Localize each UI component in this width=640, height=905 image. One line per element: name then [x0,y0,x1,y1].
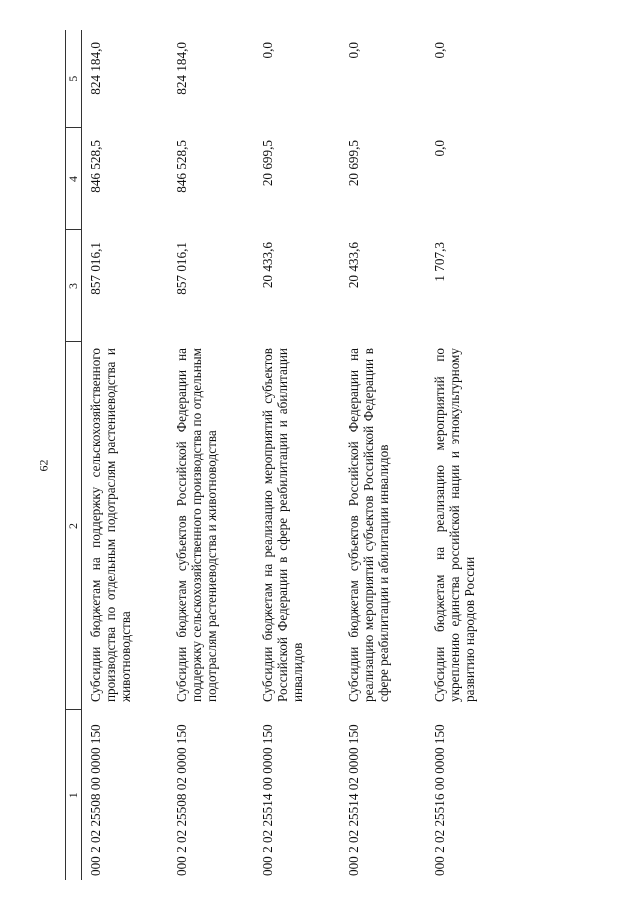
value-col-3: 857 016,1 [174,242,189,295]
value-col-4: 0,0 [432,140,447,157]
table-row [426,30,512,880]
budget-code: 000 2 02 25508 00 0000 150 [88,724,103,876]
row-description: Субсидии бюджетам на реализацию мероприятий по укреплению единства российской нации и этнокультурному развитию народов России [432,348,477,702]
value-col-5: 0,0 [432,42,447,59]
row-description: Субсидии бюджетам субъектов Российской Федерации на поддержку сельскохозяйственного производства по отдельным подотраслям растениеводства и животноводства [174,348,219,702]
column-header: 3 [66,230,82,342]
value-col-4: 20 699,5 [346,140,361,187]
table-row [168,30,254,880]
value-col-3: 20 433,6 [260,242,275,289]
page-number: 62 [36,459,51,472]
row-description: Субсидии бюджетам на реализацию мероприятий субъектов Российской Федерации в сфере реабилитации и абилитации инвалидов [260,348,305,702]
budget-code: 000 2 02 25514 00 0000 150 [260,724,275,876]
table-row [340,30,426,880]
budget-code: 000 2 02 25514 02 0000 150 [346,724,361,876]
row-description: Субсидии бюджетам на поддержку сельскохозяйственного производства по отдельным подотраслям растениеводства и животноводства [88,348,133,702]
value-col-5: 0,0 [346,42,361,59]
table-header [66,30,82,880]
value-col-3: 1 707,3 [432,242,447,282]
column-header: 5 [66,30,82,128]
value-col-3: 857 016,1 [88,242,103,295]
rotated-table-wrapper [65,30,500,880]
column-header: 1 [66,710,82,880]
row-description: Субсидии бюджетам субъектов Российской Федерации на реализацию мероприятий субъектов Российской Федерации в сфере реабилитации и абилитации инвалидов [346,348,391,702]
budget-code: 000 2 02 25508 02 0000 150 [174,724,189,876]
value-col-5: 824 184,0 [174,42,189,95]
value-col-4: 846 528,5 [88,140,103,193]
value-col-3: 20 433,6 [346,242,361,289]
column-header: 2 [66,342,82,710]
table-body [82,30,513,880]
budget-table [65,30,512,880]
value-col-5: 824 184,0 [88,42,103,95]
table-row [82,30,169,880]
budget-code: 000 2 02 25516 00 0000 150 [432,724,447,876]
value-col-4: 20 699,5 [260,140,275,187]
value-col-5: 0,0 [260,42,275,59]
table-row [254,30,340,880]
value-col-4: 846 528,5 [174,140,189,193]
column-header: 4 [66,128,82,230]
